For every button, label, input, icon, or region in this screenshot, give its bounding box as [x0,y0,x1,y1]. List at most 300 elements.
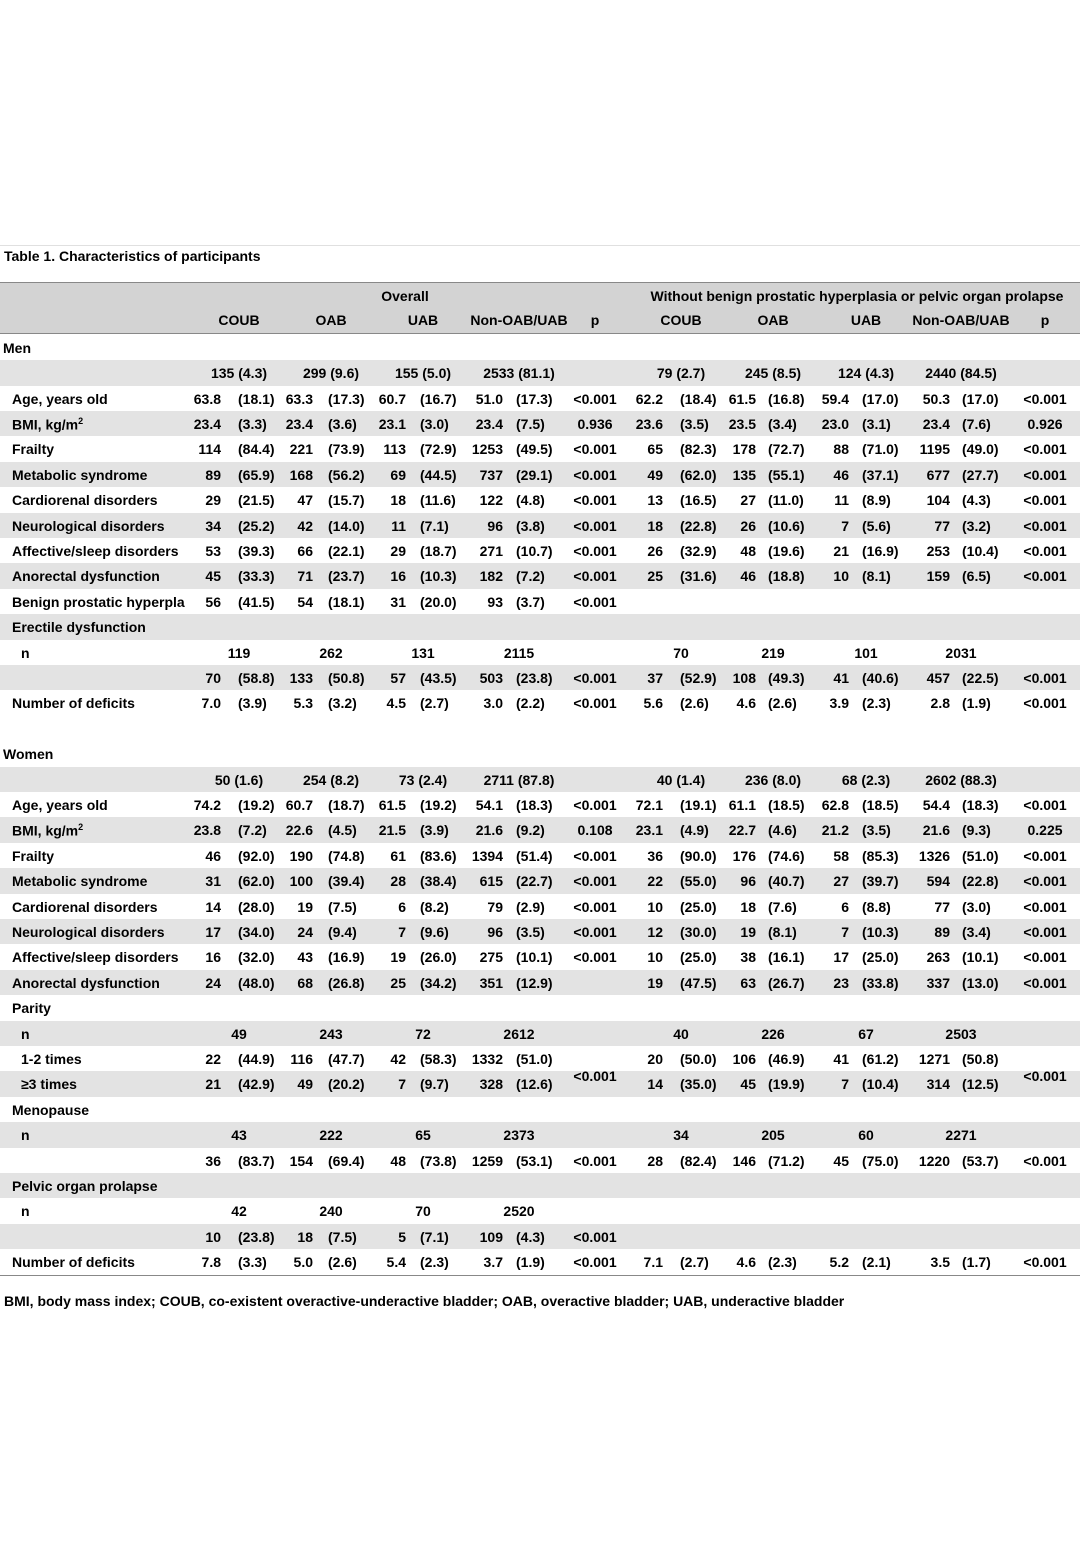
sd-cell: (3.9) [420,822,449,839]
sd-cell: (16.9) [328,949,365,966]
value-cell: 28 [647,1152,663,1169]
row-label: n [21,644,30,661]
sd-cell: (4.3) [516,1228,545,1245]
sd-cell: (22.7) [516,873,553,890]
value-cell: 135 [732,466,756,483]
table-row [0,1097,1080,1122]
sd-cell: (10.4) [962,543,999,559]
value-cell: 36 [647,847,663,864]
value-cell: 49 [297,1076,313,1093]
p-value: <0.001 [573,924,617,940]
value-cell: 5 [398,1228,406,1245]
p-value: 0.926 [1027,416,1063,432]
table-row [0,767,1080,792]
table-row [0,792,1080,817]
sd-cell: (62.0) [238,873,275,890]
sd-cell: (25.2) [238,517,275,534]
value-cell: 6 [398,898,406,915]
column-header: Non-OAB/UAB [912,312,1010,329]
n-cell: 70 [415,1203,431,1220]
p-value: <0.001 [1023,466,1067,483]
row-label: n [21,1203,30,1220]
value-cell: 23.1 [635,822,663,839]
sd-cell: (2.2) [516,695,545,712]
sd-cell: (7.1) [420,1228,449,1245]
sd-cell: (49.3) [768,670,805,686]
row-label: Frailty [12,847,55,864]
row-label: Affective/sleep disorders [12,543,179,559]
n-cell: 2373 [503,1127,535,1144]
sd-cell: (18.1) [238,390,275,407]
value-cell: 328 [479,1076,503,1093]
value-cell: 54 [297,593,313,610]
row-label: Number of deficits [12,1254,135,1271]
sd-cell: (10.4) [862,1076,899,1093]
value-cell: 7.8 [201,1254,221,1271]
value-cell: 17 [833,949,849,966]
value-cell: 36 [205,1152,221,1169]
value-cell: 72.1 [635,797,663,813]
value-cell: 19 [740,924,756,940]
value-cell: 27 [833,873,849,890]
sd-cell: (42.9) [238,1076,275,1093]
value-cell: 5.4 [386,1254,406,1271]
sd-cell: (33.3) [238,568,275,585]
p-value: <0.001 [573,492,617,509]
value-cell: 154 [289,1152,313,1169]
value-cell: 54.1 [475,797,503,813]
p-value: <0.001 [573,390,617,407]
table-row [0,589,1080,614]
sd-cell: (85.3) [862,847,899,864]
p-value: <0.001 [573,949,617,966]
count-cell: 68 (2.3) [841,771,891,788]
p-value: <0.001 [1023,1152,1067,1169]
sd-cell: (2.9) [516,898,545,915]
value-cell: 62.8 [821,797,849,813]
value-cell: 1253 [471,441,503,458]
column-header: COUB [660,312,702,329]
table-row [0,1122,1080,1147]
sd-cell: (12.6) [516,1076,553,1093]
n-cell: 240 [319,1203,343,1220]
value-cell: 16 [205,949,221,966]
value-cell: 45 [740,1076,756,1093]
sd-cell: (43.5) [420,670,457,686]
table-row [0,487,1080,512]
value-cell: 96 [740,873,756,890]
value-cell: 28 [390,873,406,890]
value-cell: 263 [926,949,950,966]
value-cell: 1326 [918,847,950,864]
p-value: <0.001 [1023,568,1067,585]
sd-cell: (49.0) [962,441,999,458]
p-value: <0.001 [573,517,617,534]
table-row [0,995,1080,1020]
row-label: Age, years old [12,797,108,813]
table-row [0,1071,1080,1096]
value-cell: 275 [479,949,503,966]
sd-cell: (4.5) [328,822,357,839]
value-cell: 19 [390,949,406,966]
row-label: Metabolic syndrome [12,873,148,890]
count-cell: 124 (4.3) [837,365,895,382]
sd-cell: (71.0) [862,441,899,458]
p-value: <0.001 [573,873,617,890]
value-cell: 63.8 [193,390,221,407]
sd-cell: (19.1) [680,797,717,813]
value-cell: 16 [390,568,406,585]
table-row [0,513,1080,538]
sd-cell: (33.8) [862,974,899,991]
sd-cell: (3.4) [962,924,991,940]
value-cell: 51.0 [475,390,503,407]
sd-cell: (3.2) [328,695,357,712]
count-cell: 2602 (88.3) [925,771,997,788]
sd-cell: (3.5) [516,924,545,940]
table-row [0,944,1080,969]
table-row [0,1224,1080,1249]
p-value: <0.001 [573,568,617,585]
sd-cell: (50.8) [962,1051,999,1067]
p-value: <0.001 [1023,949,1067,966]
sd-cell: (17.3) [328,390,365,407]
sd-cell: (72.7) [768,441,805,458]
p-value: <0.001 [573,593,617,610]
sd-cell: (10.3) [862,924,899,940]
sd-cell: (9.6) [420,924,449,940]
p-value: <0.001 [573,1152,617,1169]
value-cell: 29 [390,543,406,559]
value-cell: 38 [740,949,756,966]
sd-cell: (27.7) [962,466,999,483]
value-cell: 17 [205,924,221,940]
header-row-columns [0,307,1080,333]
value-cell: 24 [297,924,313,940]
n-cell: 205 [761,1127,785,1144]
value-cell: 3.7 [483,1254,503,1271]
p-value: 0.225 [1027,822,1063,839]
sd-cell: (3.4) [768,416,797,432]
sd-cell: (40.6) [862,670,899,686]
value-cell: 62.2 [635,390,663,407]
sd-cell: (19.2) [420,797,457,813]
value-cell: 10 [647,949,663,966]
value-cell: 37 [647,670,663,686]
p-value: <0.001 [1023,924,1067,940]
sd-cell: (22.8) [962,873,999,890]
n-cell: 42 [231,1203,247,1220]
sd-cell: (16.9) [862,543,899,559]
sd-cell: (19.2) [238,797,275,813]
value-cell: 7.0 [201,695,221,712]
p-value: <0.001 [573,1228,617,1245]
sd-cell: (5.6) [862,517,891,534]
sd-cell: (39.4) [328,873,365,890]
sd-cell: (11.0) [768,492,804,509]
row-label: n [21,1025,30,1042]
value-cell: 45 [833,1152,849,1169]
value-cell: 60.7 [378,390,406,407]
sd-cell: (2.6) [768,695,797,712]
value-cell: 159 [926,568,950,585]
sd-cell: (26.0) [420,949,457,966]
value-cell: 3.5 [930,1254,950,1271]
sd-cell: (74.6) [768,847,805,864]
value-cell: 104 [926,492,950,509]
sd-cell: (55.0) [680,873,717,890]
p-value: <0.001 [1023,670,1067,686]
sd-cell: (3.5) [680,416,709,432]
sd-cell: (7.5) [328,898,357,915]
sd-cell: (83.7) [238,1152,275,1169]
sd-cell: (9.2) [516,822,545,839]
row-label: Cardiorenal disorders [12,898,158,915]
sd-cell: (29.1) [516,466,553,483]
value-cell: 314 [926,1076,950,1093]
value-cell: 615 [479,873,503,890]
sd-cell: (26.8) [328,974,365,991]
sd-cell: (37.1) [862,466,899,483]
sd-cell: (10.7) [516,543,553,559]
value-cell: 20 [647,1051,663,1067]
value-cell: 23 [833,974,849,991]
row-label: Neurological disorders [12,517,165,534]
value-cell: 41 [833,1051,849,1067]
value-cell: 71 [297,568,313,585]
value-cell: 7.1 [643,1254,663,1271]
value-cell: 77 [934,517,950,534]
column-header: COUB [218,312,260,329]
value-cell: 46 [205,847,221,864]
value-cell: 21 [205,1076,221,1093]
group-header-without: Without benign prostatic hyperplasia or pelvic organ prolapse [650,288,1064,304]
value-cell: 1259 [471,1152,503,1169]
value-cell: 22.6 [285,822,313,839]
value-cell: 41 [833,670,849,686]
value-cell: 69 [390,466,406,483]
value-cell: 25 [647,568,663,585]
row-label: Menopause [12,1101,90,1118]
sd-cell: (40.7) [768,873,805,890]
sd-cell: (18.5) [862,797,899,813]
row-label: Parity [12,1000,51,1017]
value-cell: 49 [647,466,663,483]
sd-cell: (3.0) [420,416,449,432]
count-cell: 135 (4.3) [210,365,268,382]
sd-cell: (17.0) [862,390,899,407]
sd-cell: (73.8) [420,1152,457,1169]
sd-cell: (21.5) [238,492,275,509]
sd-cell: (3.0) [962,898,991,915]
p-value: <0.001 [1023,873,1067,890]
sd-cell: (2.1) [862,1254,891,1271]
value-cell: 42 [390,1051,406,1067]
section-label: Men [3,339,31,356]
table-row [0,1148,1080,1173]
value-cell: 122 [479,492,503,509]
sd-cell: (22.1) [328,543,365,559]
sd-cell: (4.8) [516,492,545,509]
sd-cell: (23.7) [328,568,365,585]
sd-cell: (61.2) [862,1051,899,1067]
n-cell: 65 [415,1127,431,1144]
sd-cell: (4.9) [680,822,709,839]
sd-cell: (3.6) [328,416,357,432]
parity-p-overall: <0.001 [573,1068,617,1085]
sd-cell: (26.7) [768,974,805,991]
table-row [0,462,1080,487]
sd-cell: (18.4) [680,390,717,407]
value-cell: 4.6 [736,1254,756,1271]
sd-cell: (25.0) [680,949,717,966]
table-row [0,741,1080,766]
value-cell: 12 [647,924,663,940]
row-label: Metabolic syndrome [12,466,148,483]
sd-cell: (18.1) [328,593,365,610]
p-value: <0.001 [1023,441,1067,458]
sd-cell: (41.5) [238,593,275,610]
sd-cell: (7.5) [516,416,545,432]
value-cell: 100 [289,873,313,890]
sd-cell: (46.9) [768,1051,805,1067]
value-cell: 79 [487,898,503,915]
value-cell: 5.3 [293,695,313,712]
n-cell: 119 [227,644,251,661]
row-label: 1-2 times [21,1051,82,1067]
value-cell: 1332 [471,1051,503,1067]
value-cell: 7 [841,1076,849,1093]
sd-cell: (4.6) [768,822,797,839]
value-cell: 25 [390,974,406,991]
sd-cell: (62.0) [680,466,717,483]
value-cell: 337 [926,974,950,991]
sd-cell: (7.6) [962,416,991,432]
sd-cell: (9.7) [420,1076,449,1093]
value-cell: 4.6 [736,695,756,712]
value-cell: 46 [740,568,756,585]
sd-cell: (52.9) [680,670,717,686]
value-cell: 19 [647,974,663,991]
table-row [0,614,1080,639]
value-cell: 146 [732,1152,756,1169]
p-value: <0.001 [573,1254,617,1271]
sd-cell: (35.0) [680,1076,717,1093]
value-cell: 58 [833,847,849,864]
sd-cell: (19.9) [768,1076,805,1093]
row-label: n [21,1127,30,1144]
n-cell: 262 [319,644,343,661]
n-cell: 2031 [945,644,977,661]
n-cell: 2612 [503,1025,535,1042]
group-header-overall: Overall [381,288,429,304]
sd-cell: (11.6) [420,492,456,509]
table-row [0,1198,1080,1223]
value-cell: 106 [732,1051,756,1067]
sd-cell: (28.0) [238,898,275,915]
value-cell: 63 [740,974,756,991]
value-cell: 1394 [471,847,503,864]
value-cell: 182 [479,568,503,585]
count-cell: 245 (8.5) [744,365,802,382]
n-cell: 243 [319,1025,343,1042]
value-cell: 26 [740,517,756,534]
value-cell: 96 [487,517,503,534]
section-label: Women [3,746,54,763]
value-cell: 221 [289,441,313,458]
value-cell: 503 [479,670,503,686]
value-cell: 22.7 [728,822,756,839]
sd-cell: (48.0) [238,974,275,991]
sd-cell: (8.1) [862,568,891,585]
value-cell: 1195 [919,441,950,458]
value-cell: 677 [926,466,950,483]
value-cell: 21 [833,543,849,559]
row-label: Pelvic organ prolapse [12,1178,158,1194]
sd-cell: (47.7) [328,1051,365,1067]
count-cell: 254 (8.2) [302,771,360,788]
count-cell: 2711 (87.8) [483,771,555,788]
row-label: Number of deficits [12,695,135,712]
p-value: <0.001 [573,466,617,483]
count-cell: 73 (2.4) [398,771,448,788]
sd-cell: (44.9) [238,1051,275,1067]
p-value: <0.001 [1023,797,1067,813]
sd-cell: (1.7) [962,1254,991,1271]
value-cell: 168 [289,466,313,483]
table-row [0,919,1080,944]
sd-cell: (13.0) [962,974,999,991]
sd-cell: (9.3) [962,822,991,839]
sd-cell: (18.8) [768,568,805,585]
p-value: <0.001 [1023,695,1067,712]
table-title: Table 1. Characteristics of participants [4,248,261,264]
p-value: <0.001 [1023,898,1067,915]
count-cell: 79 (2.7) [656,365,706,382]
sd-cell: (75.0) [862,1152,899,1169]
n-cell: 67 [858,1025,874,1042]
sd-cell: (22.5) [962,670,999,686]
p-value: <0.001 [1023,1254,1067,1271]
sd-cell: (12.5) [962,1076,999,1093]
sd-cell: (34.0) [238,924,275,940]
sd-cell: (1.9) [962,695,991,712]
value-cell: 23.0 [821,416,849,432]
value-cell: 61.5 [728,390,756,407]
value-cell: 113 [383,441,406,458]
value-cell: 61.5 [378,797,406,813]
table-row [0,690,1080,715]
n-cell: 131 [411,644,435,661]
value-cell: 42 [297,517,313,534]
sd-cell: (17.0) [962,390,999,407]
table-row [0,335,1080,360]
value-cell: 3.0 [483,695,503,712]
sd-cell: (7.2) [516,568,545,585]
sd-cell: (2.3) [862,695,891,712]
sd-cell: (31.6) [680,568,717,585]
sd-cell: (39.7) [862,873,899,890]
value-cell: 27 [740,492,756,509]
count-cell: 236 (8.0) [744,771,802,788]
sd-cell: (3.1) [862,416,891,432]
sd-cell: (23.8) [238,1228,275,1245]
value-cell: 70 [205,670,221,686]
sd-cell: (82.4) [680,1152,717,1169]
superscript: 2 [78,416,84,426]
value-cell: 61 [390,847,406,864]
sd-cell: (7.6) [768,898,797,915]
